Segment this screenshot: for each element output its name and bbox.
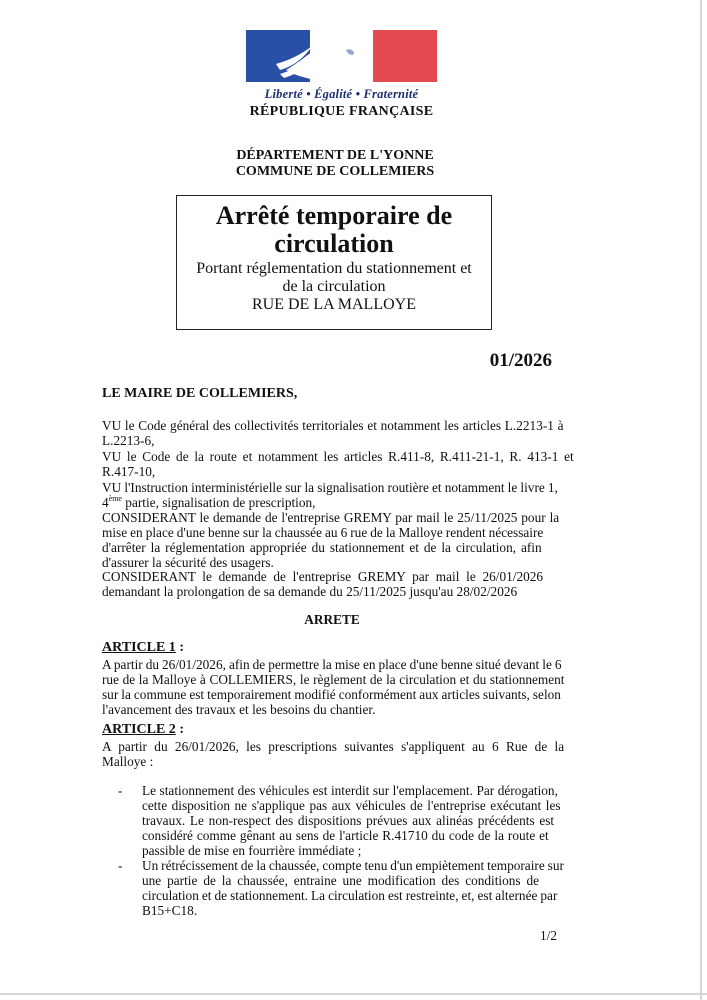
considerant-line: d'arrêter la réglementation appropriée du stationnement et de la circulation, afin: [102, 540, 542, 555]
vu-line: R.417-10,: [102, 464, 156, 479]
page-edge-right: [700, 0, 702, 1000]
vu-line: VU le Code général des collectivités territoriales et notamment les articles L.2213-1 à: [102, 418, 564, 433]
considerant-line: d'assurer la sécurité des usagers.: [102, 555, 274, 570]
bullet-2-line: une partie de la chaussée, entraine une modification des conditions de: [142, 873, 540, 888]
bullet-dash: -: [118, 783, 123, 798]
subtitle-line-1: Portant réglementation du stationnement et: [196, 260, 472, 277]
commune-name: COMMUNE DE COLLEMIERS: [235, 164, 435, 179]
arrete-heading: ARRETE: [304, 612, 360, 627]
subtitle-line-2: de la circulation: [282, 278, 386, 295]
bullet-2-line: Un rétrécissement de la chaussée, compte tenu d'un empiètement temporaire sur: [142, 858, 564, 873]
page-edge-bottom: [0, 993, 707, 995]
marianne-logo: [246, 30, 437, 123]
article-1-line: rue de la Malloye à COLLEMIERS, le règlement de la circulation et du stationnement: [102, 672, 565, 687]
considerant-line: demandant la prolongation de sa demande du 25/11/2025 jusqu'au 28/02/2026: [102, 584, 518, 599]
decree-number: 01/2026: [489, 350, 552, 371]
article-2-line: Malloye :: [102, 754, 154, 769]
motto: Liberté • Égalité • Fraternité: [264, 87, 419, 101]
page-number: 1/2: [540, 928, 557, 943]
bullet-1-line: Le stationnement des véhicules est interdit sur l'emplacement. Par dérogation,: [142, 783, 558, 798]
republique-francaise: RÉPUBLIQUE FRANÇAISE: [249, 104, 434, 119]
title-line-1: Arrêté temporaire de: [215, 201, 453, 230]
department-name: DÉPARTEMENT DE L'YONNE: [236, 148, 434, 163]
bullet-1-line: passible de mise en fourrière immédiate ;: [142, 843, 362, 858]
vu-line: 4ème partie, signalisation de prescription,: [102, 494, 316, 510]
bullet-1-line: cette disposition ne s'applique pas aux véhicules de l'entreprise exécutant les: [142, 798, 561, 813]
article-1-heading: ARTICLE 1 :: [102, 640, 184, 655]
street-name: RUE DE LA MALLOYE: [252, 296, 416, 313]
considerant-line: mise en place d'une benne sur la chaussée au 6 rue de la Malloye rendent nécessaire: [102, 525, 544, 540]
bullet-dash: -: [118, 858, 123, 873]
tricolor-flag: [246, 30, 437, 82]
considerant-line: CONSIDERANT le demande de l'entreprise GREMY par mail le 25/11/2025 pour la: [102, 510, 560, 525]
vu-line: VU le Code de la route et notamment les articles R.411-8, R.411-21-1, R. 413-1 et: [102, 449, 574, 464]
considerant-line: CONSIDERANT le demande de l'entreprise GREMY par mail le 26/01/2026: [102, 569, 544, 584]
title-box: [176, 195, 492, 330]
article-1-line: sur la commune est temporairement modifié conformément aux articles suivants, selon: [102, 687, 561, 702]
marianne-profile-icon: [246, 30, 437, 82]
bullet-1-line: considéré comme gênant au sens de l'article R.41710 du code de la route et: [142, 828, 549, 843]
bullet-1-line: travaux. Le non-respect des dispositions prévues aux alinéas précédents est: [142, 813, 555, 828]
bullet-2-line: circulation et de stationnement. La circulation est restreinte, et, est alternée par: [142, 888, 558, 903]
title-line-2: circulation: [274, 229, 394, 258]
issuer-block: [0, 148, 670, 180]
article-1-line: l'avancement des travaux et les besoins du chantier.: [102, 702, 376, 717]
article-1-line: A partir du 26/01/2026, afin de permettre la mise en place d'une benne situé devant le 6: [102, 657, 562, 672]
bullet-2-line: B15+C18.: [142, 903, 198, 918]
vu-line: L.2213-6,: [102, 433, 155, 448]
article-2-line: A partir du 26/01/2026, les prescriptions suivantes s'appliquent au 6 Rue de la: [102, 739, 565, 754]
maire-heading: LE MAIRE DE COLLEMIERS,: [102, 386, 298, 401]
vu-line: VU l'Instruction interministérielle sur la signalisation routière et notamment le livre 1,: [102, 480, 558, 495]
article-2-heading: ARTICLE 2 :: [102, 722, 184, 737]
